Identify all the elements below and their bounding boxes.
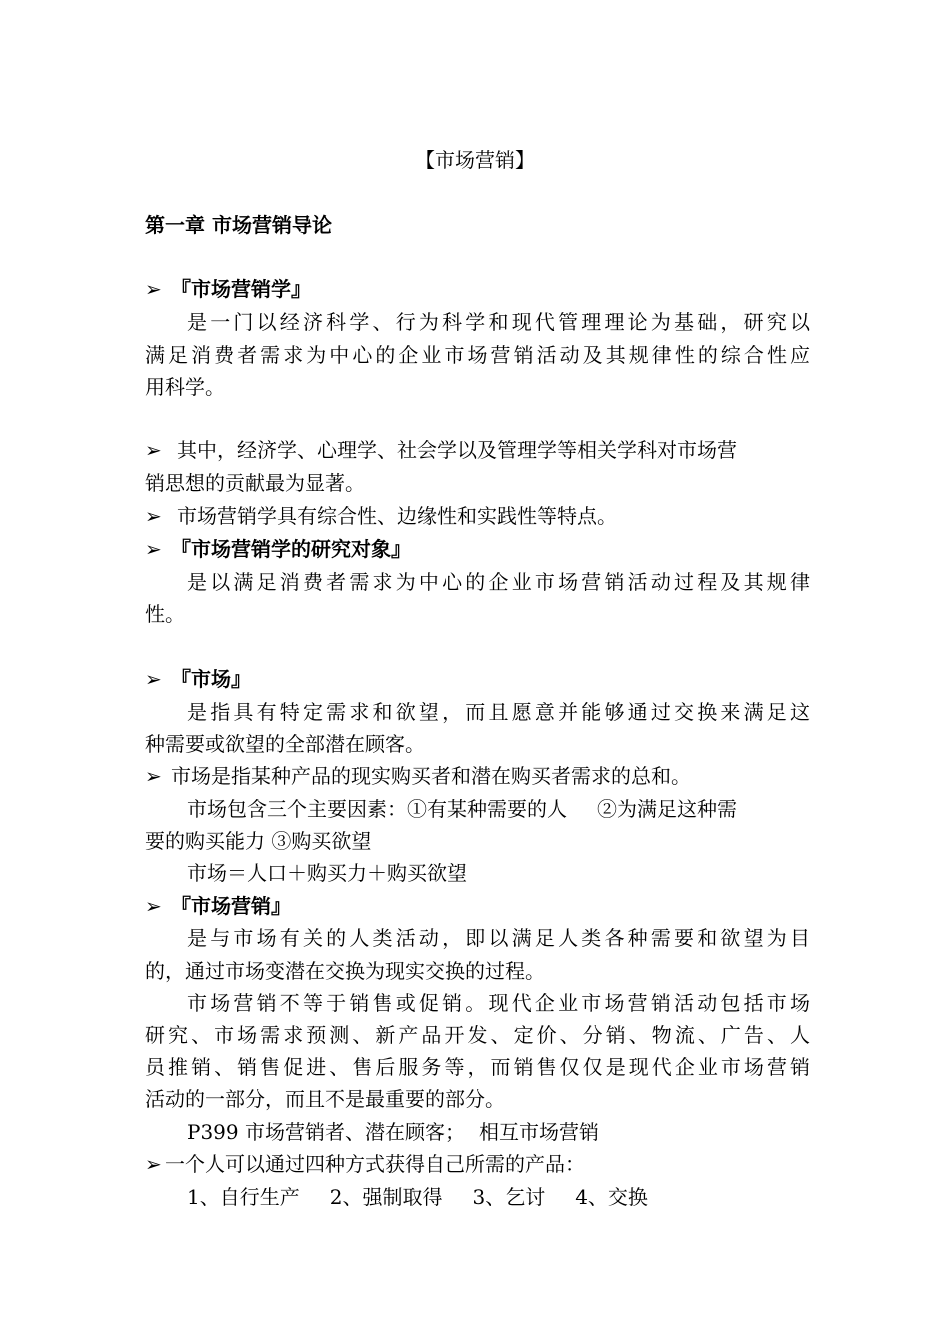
list-item: 1、自行生产: [187, 1185, 300, 1209]
paragraph-line: 活动的一部分，而且不是最重要的部分。: [145, 1087, 505, 1111]
factors-text: ②为满足这种需: [597, 797, 737, 821]
bullet-text: 市场营销学具有综合性、边缘性和实践性等特点。: [177, 504, 617, 528]
bullet-text: 市场是指某种产品的现实购买者和潜在购买者需求的总和。: [171, 764, 691, 788]
factors-text: 市场包含三个主要因素：①有某种需要的人: [187, 797, 567, 821]
bullet-text: 一个人可以通过四种方式获得自己所需的产品：: [165, 1152, 585, 1176]
bullet-text: 其中，经济学、心理学、社会学以及管理学等相关学科对市场营: [177, 438, 737, 462]
bullet-item: [145, 434, 810, 466]
arrow-bullet-icon: ➢: [145, 894, 162, 918]
paragraph-line: 是与市场有关的人类活动，即以满足人类各种需要和欲望为目: [187, 926, 810, 950]
reference-line: [187, 1116, 810, 1148]
paragraph-line: 是以满足消费者需求为中心的企业市场营销活动过程及其规律: [187, 570, 810, 594]
paragraph-line: 员推销、销售促进、售后服务等，而销售仅仅是现代企业市场营销: [145, 1055, 810, 1079]
paragraph-line: 要的购买能力 ③购买欲望: [145, 829, 372, 853]
bullet-continuation: 销思想的贡献最为显著。: [145, 471, 365, 495]
document-title: 【市场营销】: [415, 148, 535, 172]
arrow-bullet-icon: ➢: [145, 537, 162, 561]
section-heading-marketing: [145, 890, 810, 922]
bullet-item: [145, 500, 810, 532]
arrow-bullet-icon: ➢: [145, 667, 162, 691]
paragraph-line: [187, 793, 810, 825]
ways-list: [187, 1181, 810, 1213]
section-heading-text: 『市场营销』: [171, 894, 291, 918]
chapter-heading: 第一章 市场营销导论: [145, 213, 332, 237]
bullet-item: [145, 760, 810, 792]
list-item: 2、强制取得: [329, 1185, 443, 1209]
arrow-bullet-icon: ➢: [145, 504, 162, 528]
reference-text: 相互市场营销: [479, 1120, 599, 1144]
section-heading-marketing-science: [145, 273, 810, 305]
reference-text: P399 市场营销者、潜在顾客；: [187, 1120, 465, 1144]
arrow-bullet-icon: ➢: [145, 277, 162, 301]
section-heading-research-object: [145, 533, 810, 565]
bullet-item: [145, 1148, 810, 1180]
paragraph-line: 满足消费者需求为中心的企业市场营销活动及其规律性的综合性应: [145, 343, 810, 367]
paragraph-line: 用科学。: [145, 375, 225, 399]
paragraph-line: 种需要或欲望的全部潜在顾客。: [145, 732, 425, 756]
paragraph-line: 是一门以经济科学、行为科学和现代管理理论为基础，研究以: [187, 310, 810, 334]
list-item: 4、交换: [575, 1185, 648, 1209]
paragraph-line: 市场营销不等于销售或促销。现代企业市场营销活动包括市场: [187, 991, 810, 1015]
list-item: 3、乞讨: [472, 1185, 546, 1209]
paragraph-line: 的，通过市场变潜在交换为现实交换的过程。: [145, 959, 545, 983]
arrow-bullet-icon: ➢: [145, 1152, 162, 1176]
section-heading-text: 『市场营销学的研究对象』: [171, 537, 411, 561]
section-heading-text: 『市场营销学』: [171, 277, 311, 301]
section-heading-market: [145, 663, 810, 695]
paragraph-line: 是指具有特定需求和欲望，而且愿意并能够通过交换来满足这: [187, 700, 810, 724]
section-heading-text: 『市场』: [171, 667, 251, 691]
paragraph-line: 研究、市场需求预测、新产品开发、定价、分销、物流、广告、人: [145, 1023, 810, 1047]
market-formula: 市场＝人口＋购买力＋购买欲望: [187, 861, 467, 885]
paragraph-line: 性。: [145, 602, 185, 626]
arrow-bullet-icon: ➢: [145, 438, 162, 462]
arrow-bullet-icon: ➢: [145, 764, 162, 788]
